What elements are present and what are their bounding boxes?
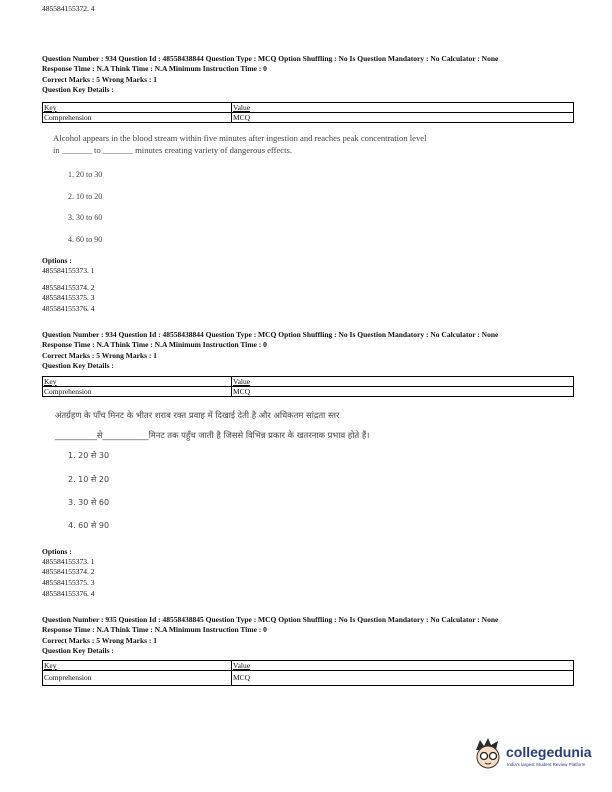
options-label: Options : [42,256,72,265]
choice: 1. 20 to 30 [68,170,103,179]
choice: 2. 10 से 20 [68,475,110,484]
question-meta: Question Number : 934 Question Id : 48558438844 Question Type : MCQ Option Shuffling : No Is Question Mandatory : No Calculator : None [42,54,499,63]
marks-meta: Correct Marks : 5 Wrong Marks : 1 [42,74,158,84]
option-id: 485584155375. 3 [42,293,95,302]
question-meta: Question Number : 934 Question Id : 48558438844 Question Type : MCQ Option Shuffling : No Is Question Mandatory : No Calculator : None [42,330,499,339]
key-details-table [42,102,574,123]
choice: 1. 20 से 30 [68,451,110,460]
question-line: __________से___________मिनट तक पहुँच जाती है जिससे विभिन्न प्रकार के खतरनाक प्रभाव होते हैं। [55,430,370,440]
choice: 4. 60 to 90 [68,235,103,244]
key-header: Key [43,661,232,671]
option-id: 485584155376. 4 [42,589,95,598]
value-header: Value [232,661,574,671]
option-id: 485584155374. 2 [42,567,95,576]
key-details-label: Question Key Details : [42,645,114,655]
question-text [53,132,426,156]
question-header [42,330,498,371]
choice: 3. 30 से 60 [68,498,110,507]
choice: 2. 10 to 20 [68,192,103,201]
mascot-icon [472,738,504,770]
timing-meta: Response Time : N.A Think Time : N.A Minimum Instruction Time : 0 [42,340,267,350]
question-line: in _______ to _______ minutes creating variety of dangerous effects. [53,145,292,155]
value-cell: MCQ [233,387,251,396]
key-details-label: Question Key Details : [42,360,114,370]
option-id: 485584155374. 2 [42,283,95,292]
question-header [42,54,498,95]
value-header: Value [232,103,574,113]
question-header [42,615,498,656]
option-id: 485584155373. 1 [42,266,95,275]
options-label: Options : [42,547,72,556]
option-id: 485584155375. 3 [42,578,95,587]
value-cell: MCQ [233,113,251,122]
question-meta: Question Number : 935 Question Id : 48558438845 Question Type : MCQ Option Shuffling : No Is Question Mandatory : No Calculator : None [42,615,499,624]
logo-text: collegedunia [506,744,592,760]
question-line: अंतर्ग्रहण के पाँच मिनट के भीतर शराब रक्त प्रवाह में दिखाई देती है और अधिकतम सांद्रता स्तर [55,410,340,420]
marks-meta: Correct Marks : 5 Wrong Marks : 1 [42,350,158,360]
timing-meta: Response Time : N.A Think Time : N.A Minimum Instruction Time : 0 [42,64,267,74]
logo-tagline: India's largest Student Review Platform [507,762,586,767]
key-details-table [42,660,574,686]
option-id: 485584155376. 4 [42,304,95,313]
key-header: Key [43,377,232,387]
key-details-table [42,376,574,397]
key-cell: Comprehension [43,671,232,686]
marks-meta: Correct Marks : 5 Wrong Marks : 1 [42,635,158,645]
option-id: 485584155372. 4 [42,4,95,13]
timing-meta: Response Time : N.A Think Time : N.A Minimum Instruction Time : 0 [42,625,267,635]
value-header: Value [232,377,574,387]
value-cell: MCQ [233,673,251,682]
question-line: Alcohol appears in the blood stream within five minutes after ingestion and reaches peak concentration level [53,133,427,143]
key-header: Key [43,103,232,113]
key-cell: Comprehension [43,387,232,397]
key-cell: Comprehension [43,113,232,123]
choice: 4. 60 से 90 [68,521,110,530]
option-id: 485584155373. 1 [42,557,95,566]
choice: 3. 30 to 60 [68,213,103,222]
question-text [55,405,369,445]
key-details-label: Question Key Details : [42,84,114,94]
